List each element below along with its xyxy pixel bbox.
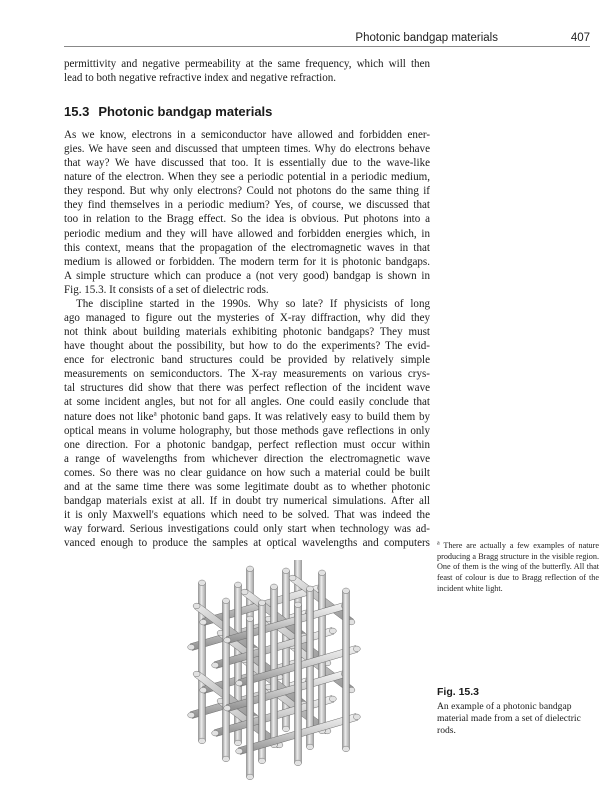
rod-end-cap [319, 570, 326, 576]
dielectric-rod [247, 619, 254, 777]
footnote-mark: a [437, 540, 440, 547]
rod-end-cap [235, 582, 242, 588]
section-heading [64, 104, 272, 119]
text-line: and at the same time there was some legitimate doubt as to whether photonic [64, 480, 430, 493]
text-line: too in relation to the Bragg effect. So the idea is obvious. Put photons into a [64, 213, 430, 226]
photonic-crystal-figure [150, 560, 434, 780]
rod-end-cap [224, 637, 231, 643]
rod-end-cap [212, 730, 219, 736]
text-line: vanced enough to produce the samples at optical wavelengths and computers [64, 537, 430, 550]
rod-end-cap [241, 589, 248, 595]
text-line: As we know, electrons in a semiconductor have allowed and forbidden ener- [64, 129, 430, 141]
rod-end-cap [329, 696, 336, 702]
figure-caption-text: An example of a photonic bandgap material made from a set of dielectric rods. [437, 701, 581, 737]
page-number: 407 [570, 32, 590, 44]
text-line: it is only Maxwell's equations which need to be solved. That was indeed the [64, 509, 430, 522]
rod-end-cap [343, 746, 350, 752]
text-fragment: photonic band gaps. It was relatively easy to build them by [156, 410, 430, 423]
rod-end-cap [259, 600, 266, 606]
figure-label: Fig. 15.3 [437, 686, 480, 698]
rod-end-cap [193, 603, 200, 609]
rod-end-cap [199, 580, 206, 586]
rod-end-cap [283, 568, 290, 574]
rod-end-cap [295, 760, 302, 766]
dielectric-rod-lattice [188, 560, 361, 780]
dielectric-rod [271, 587, 278, 745]
rod-end-cap [212, 662, 219, 668]
dielectric-rod [259, 603, 266, 761]
rod-end-cap [199, 738, 206, 744]
rod-end-cap [247, 616, 254, 622]
rod-end-cap [247, 566, 254, 572]
rod-end-cap [353, 714, 360, 720]
rod-end-cap [223, 756, 230, 762]
text-line: they find themselves in a periodic medium? Yes, of course, we discussed that [64, 199, 430, 212]
text-line-with-footnote [64, 410, 430, 424]
header-rule [64, 46, 590, 47]
text-line: have thought about the possibility, but how to do the experiments? The evid- [64, 340, 430, 353]
section-title: Photonic bandgap materials [98, 104, 273, 119]
rod-end-cap [343, 588, 350, 594]
text-line: The discipline started in the 1990s. Why so late? If physicists of long [76, 297, 430, 310]
text-line: optical means in volume holography, but those methods gave reflections in only [64, 424, 430, 437]
footnote-reference[interactable]: a [153, 408, 157, 417]
text-line: Fig. 15.3. It consists of a set of dielectric rods. [64, 283, 269, 296]
rod-end-cap [329, 628, 336, 634]
text-line: a range of wavelengths from whichever direction the electromagnetic wave [64, 452, 430, 465]
dielectric-rod [223, 601, 230, 759]
text-line: comes. So there was no clear guidance on how such a material could be built [64, 466, 430, 479]
text-line: lead to both negative refractive index and negative refraction. [64, 72, 337, 85]
rod-end-cap [188, 712, 195, 718]
running-header [64, 26, 590, 46]
rod-end-cap [223, 598, 230, 604]
text-line: at some incident angles, but not for all angles. One could easily conclude that [64, 396, 430, 409]
text-line: tal structures did show that there was perfect reflection of the incident wave [64, 382, 430, 395]
rod-end-cap [200, 687, 207, 693]
rod-end-cap [236, 680, 243, 686]
text-line: ence for electronic band structures could be provided by relatively simple [64, 354, 430, 367]
text-fragment: nature does not like [64, 410, 154, 423]
intro-text [64, 57, 430, 85]
rod-end-cap [289, 575, 296, 581]
section-number: 15.3 [64, 104, 90, 119]
text-line: ago managed to figure out the mysteries of X-ray diffraction, why did they [64, 312, 430, 325]
rod-end-cap [188, 644, 195, 650]
rod-end-cap [235, 740, 242, 746]
figure-caption [437, 686, 599, 738]
dielectric-rod [319, 573, 326, 731]
text-line: they respond. But why only electrons? Could not photons do the same thing if [64, 185, 430, 198]
paragraph-1 [64, 128, 430, 297]
rod-end-cap [247, 774, 254, 780]
rod-end-cap [259, 758, 266, 764]
rod-end-cap [283, 726, 290, 732]
text-line: nature of the electron. When they see a periodic potential in a periodic medium, [64, 171, 430, 184]
rod-end-cap [295, 602, 302, 608]
text-line: way forward. Serious investigations could only start when technology was ad- [64, 523, 430, 536]
text-line: A simple structure which can produce a (not very good) bandgap is shown in [64, 269, 430, 282]
text-line: measurements on semiconductors. The X-ray measurements on various crys- [64, 368, 430, 381]
footnote [437, 541, 599, 595]
rod-end-cap [200, 619, 207, 625]
rod-end-cap [353, 646, 360, 652]
running-title: Photonic bandgap materials [355, 32, 498, 44]
text-line: gies. We have seen and discussed that umpteen times. Why do electrons behave [64, 143, 430, 156]
dielectric-rod [307, 589, 314, 747]
text-line: bandgap materials exist at all. If in doubt try numerical simulations. After all [64, 495, 430, 508]
text-line: not think about building materials exhibiting photonic bandgaps? They must [64, 326, 430, 339]
text-line: one direction. For a photonic bandgap, perfect reflection must occur within [64, 438, 430, 451]
dielectric-rod [343, 591, 350, 749]
dielectric-rod [295, 605, 302, 763]
rod-end-cap [236, 748, 243, 754]
rod-end-cap [271, 584, 278, 590]
rod-end-cap [307, 744, 314, 750]
rod-end-cap [307, 586, 314, 592]
paragraph-2 [64, 297, 430, 550]
text-line: permittivity and negative permeability at the same frequency, which will then [64, 58, 430, 70]
rod-end-cap [193, 671, 200, 677]
footnote-text: There are actually a few examples of nature producing a Bragg structure in the visible region. One of them is the wing of the butterfly. All that feast of colour is due to Bragg reflection of the incident white light. [437, 541, 599, 593]
text-line: medium is allowed or forbidden. The modern term for it is photonic bandgaps. [64, 255, 430, 268]
text-line: this context, means that the propagation of the electromagnetic waves in that [64, 241, 430, 254]
section-body [64, 128, 430, 550]
intro-paragraph [64, 57, 430, 85]
text-line: that way? We have discussed that too. It is essentially due to the wave-like [64, 157, 430, 170]
text-line: periodic medium and they will have allowed and forbidden energies which, in [64, 227, 430, 240]
rod-end-cap [224, 705, 231, 711]
